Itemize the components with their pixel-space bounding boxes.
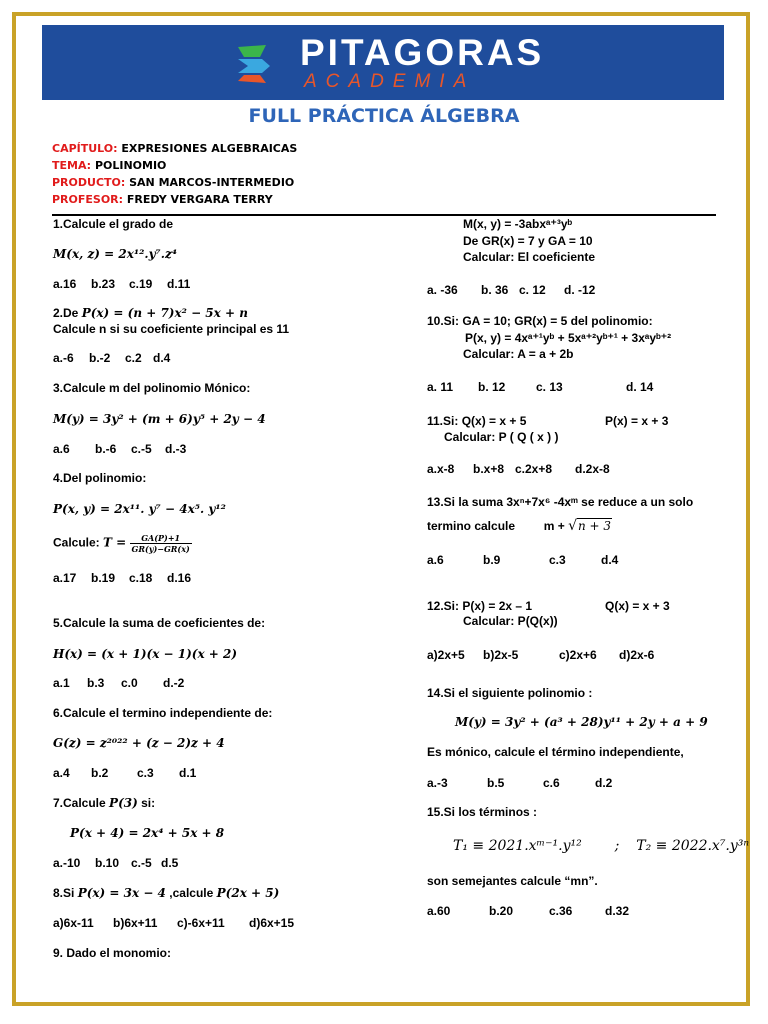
q11-text-b: P(x) = x + 3 <box>605 414 669 428</box>
option: d.-3 <box>165 442 187 456</box>
option: b.23 <box>91 277 116 291</box>
option: d.32 <box>605 904 630 918</box>
q13-options <box>427 553 618 568</box>
meta-key: CAPÍTULO: <box>52 142 118 155</box>
option: b.19 <box>91 571 116 585</box>
q4-options <box>53 571 191 586</box>
option: c)2x+6 <box>559 648 597 662</box>
q10-ask: Calcular: A = a + 2b <box>463 347 574 361</box>
q11-options <box>427 462 610 477</box>
option: d.11 <box>167 277 191 291</box>
option: a.1 <box>53 676 70 690</box>
meta-topic <box>52 159 166 173</box>
q2-expression: P(x) = (n + 7)x² − 5x + n <box>81 306 248 320</box>
option: d.5 <box>161 856 179 870</box>
meta-value: FREDY VERGARA TERRY <box>126 193 273 206</box>
meta-key: PROFESOR: <box>52 193 124 206</box>
option: c.36 <box>549 904 573 918</box>
option: d. -12 <box>564 283 596 297</box>
option: a.6 <box>427 553 444 567</box>
option: d)2x-6 <box>619 648 655 662</box>
q13-expression: m + <box>543 519 565 533</box>
sqrt-icon: √ <box>568 518 577 534</box>
q15-term-2: T₂ ≡ 2022.x⁷.y³ⁿ <box>636 838 750 854</box>
brand-subtitle: ACADEMIA <box>304 71 476 92</box>
option: c.-5 <box>131 442 152 456</box>
option: d.1 <box>179 766 197 780</box>
option: d.-2 <box>163 676 185 690</box>
q12-ask: Calcular: P(Q(x)) <box>463 614 558 628</box>
option: b.20 <box>489 904 514 918</box>
q9-ask: Calcular: El coeficiente <box>463 250 596 264</box>
meta-product <box>52 176 294 190</box>
option: a.-10 <box>53 856 81 870</box>
q3-options <box>53 442 186 457</box>
option: a)2x+5 <box>427 648 465 662</box>
q4-calc-label: Calcule: <box>53 535 100 550</box>
q8-mid: ,calcule <box>169 886 214 900</box>
q7-text: 7.Calcule <box>53 796 106 810</box>
q9-monomial: M(x, y) = -3abxᵃ⁺³yᵇ <box>463 217 573 231</box>
option: b.x+8 <box>473 462 505 476</box>
q7-header <box>53 796 155 811</box>
option: a.17 <box>53 571 77 585</box>
meta-key: PRODUCTO: <box>52 176 126 189</box>
meta-value: SAN MARCOS-INTERMEDIO <box>129 176 295 189</box>
q7-text2: si: <box>141 796 156 810</box>
q14-options <box>427 776 612 791</box>
meta-teacher <box>52 193 273 207</box>
q1-expression: M(x, z) = 2x¹².y⁷.z⁴ <box>53 247 178 261</box>
page-title: FULL PRÁCTICA ÁLGEBRA <box>248 105 520 127</box>
q4-text: 4.Del polinomio: <box>53 471 147 485</box>
q10-text: 10.Si: GA = 10; GR(x) = 5 del polinomio: <box>427 314 653 328</box>
option: a.-6 <box>53 351 74 365</box>
option: d.4 <box>601 553 619 567</box>
q8-header <box>53 886 279 901</box>
option: d.2x-8 <box>575 462 610 476</box>
q4-fraction <box>130 533 192 554</box>
option: b.-2 <box>89 351 111 365</box>
q10-options <box>427 380 653 395</box>
option: c.2 <box>125 351 142 365</box>
q7-expression: P(x + 4) = 2x⁴ + 5x + 8 <box>70 826 225 840</box>
q13-ask <box>427 519 612 534</box>
q15-ask: son semejantes calcule “mn”. <box>427 874 598 888</box>
meta-key: TEMA: <box>52 159 92 172</box>
fraction-numerator: GA(P)+1 <box>130 533 192 544</box>
q6-options <box>53 766 196 781</box>
q6-expression: G(z) = z²⁰²² + (z − 2)z + 4 <box>53 736 225 750</box>
option: a. 11 <box>427 380 454 394</box>
option: c.18 <box>129 571 153 585</box>
q13-ask-label: termino calcule <box>427 519 516 533</box>
option: a.4 <box>53 766 70 780</box>
q4-lhs: T = <box>103 535 127 550</box>
q11-text: 11.Si: Q(x) = x + 5 <box>427 414 527 428</box>
q2-text: Calcule n si su coeficiente principal es 11 <box>53 322 290 336</box>
q11-ask: Calcular: P ( Q ( x ) ) <box>444 430 559 444</box>
meta-chapter <box>52 142 297 156</box>
q14-ask: Es mónico, calcule el término independiente, <box>427 745 684 759</box>
q10-polynomial: P(x, y) = 4xᵃ⁺¹yᵇ + 5xᵃ⁺²yᵇ⁺¹ + 3xᵃyᵇ⁺² <box>465 331 672 345</box>
option: c.3 <box>549 553 566 567</box>
q5-expression: H(x) = (x + 1)(x − 1)(x + 2) <box>53 647 238 661</box>
option: c. 13 <box>536 380 563 394</box>
option: a.-3 <box>427 776 448 790</box>
option: c.19 <box>129 277 153 291</box>
q5-text: 5.Calcule la suma de coeficientes de: <box>53 616 266 630</box>
fraction-denominator: GR(y)−GR(x) <box>131 544 190 554</box>
q3-text: 3.Calcule m del polinomio Mónico: <box>53 381 251 395</box>
option: b)2x-5 <box>483 648 519 662</box>
q15-options <box>427 904 629 919</box>
option: d.16 <box>167 571 192 585</box>
option: c.3 <box>137 766 154 780</box>
pitagoras-logo-icon <box>232 39 280 87</box>
option: c)-6x+11 <box>177 916 225 930</box>
header-banner <box>42 25 724 100</box>
brand-name: PITAGORAS <box>300 32 545 73</box>
q9-text: 9. Dado el monomio: <box>53 946 172 960</box>
q1-options <box>53 277 190 292</box>
option: a.60 <box>427 904 451 918</box>
option: b.-6 <box>95 442 117 456</box>
q12-options <box>427 648 654 663</box>
option: d.4 <box>153 351 171 365</box>
header-divider <box>52 214 716 216</box>
option: d)6x+15 <box>249 916 295 930</box>
option: c. 12 <box>519 283 546 297</box>
option: c.2x+8 <box>515 462 553 476</box>
q9-condition: De GR(x) = 7 y GA = 10 <box>463 234 593 248</box>
q14-text: 14.Si el siguiente polinomio : <box>427 686 593 700</box>
option: b.3 <box>87 676 105 690</box>
option: b.9 <box>483 553 501 567</box>
q14-expression: M(y) = 3y² + (a³ + 28)y¹¹ + 2y + a + 9 <box>455 715 708 729</box>
q1-text: 1.Calcule el grado de <box>53 217 174 231</box>
option: b. 36 <box>481 283 509 297</box>
option: b.2 <box>91 766 109 780</box>
option: c.6 <box>543 776 560 790</box>
q15-term-1: T₁ ≡ 2021.xᵐ⁻¹.y¹² <box>453 838 582 854</box>
q13-text: 13.Si la suma 3xⁿ+7x⁶ -4xᵐ se reduce a un solo <box>427 495 694 509</box>
q12-text: 12.Si: P(x) = 2x – 1 <box>427 599 533 613</box>
option: b)6x+11 <box>113 916 158 930</box>
option: a. -36 <box>427 283 458 297</box>
q7-inline-expression: P(3) <box>109 796 138 810</box>
q7-options <box>53 856 178 871</box>
q15-terms <box>453 838 749 855</box>
option: a.6 <box>53 442 70 456</box>
q2-pre: 2.De <box>53 306 79 320</box>
option: d.2 <box>595 776 613 790</box>
option: a.x-8 <box>427 462 455 476</box>
q8-expression-1: P(x) = 3x − 4 <box>77 886 166 900</box>
option: a.16 <box>53 277 77 291</box>
q8-expression-2: P(2x + 5) <box>216 886 280 900</box>
option: c.0 <box>121 676 138 690</box>
sqrt-radicand: n + 3 <box>578 519 612 533</box>
q4-calc <box>53 533 192 554</box>
option: b. 12 <box>478 380 506 394</box>
q4-expression: P(x, y) = 2x¹¹. y⁷ − 4x⁵. y¹² <box>53 502 226 516</box>
q2-header <box>53 306 248 321</box>
q12-text-b: Q(x) = x + 3 <box>605 599 670 613</box>
q8-pre: 8.Si <box>53 886 75 900</box>
q15-separator: ; <box>614 838 620 854</box>
q2-options <box>53 351 170 366</box>
q9-options <box>427 283 595 298</box>
option: d. 14 <box>626 380 654 394</box>
option: b.10 <box>95 856 120 870</box>
meta-value: EXPRESIONES ALGEBRAICAS <box>121 142 298 155</box>
meta-value: POLINOMIO <box>94 159 167 172</box>
q5-options <box>53 676 184 691</box>
q6-text: 6.Calcule el termino independiente de: <box>53 706 273 720</box>
q15-text: 15.Si los términos : <box>427 805 538 819</box>
q8-options <box>53 916 294 931</box>
option: a)6x-11 <box>53 916 94 930</box>
option: b.5 <box>487 776 505 790</box>
option: c.-5 <box>131 856 152 870</box>
q3-expression: M(y) = 3y² + (m + 6)y⁵ + 2y − 4 <box>53 412 266 426</box>
